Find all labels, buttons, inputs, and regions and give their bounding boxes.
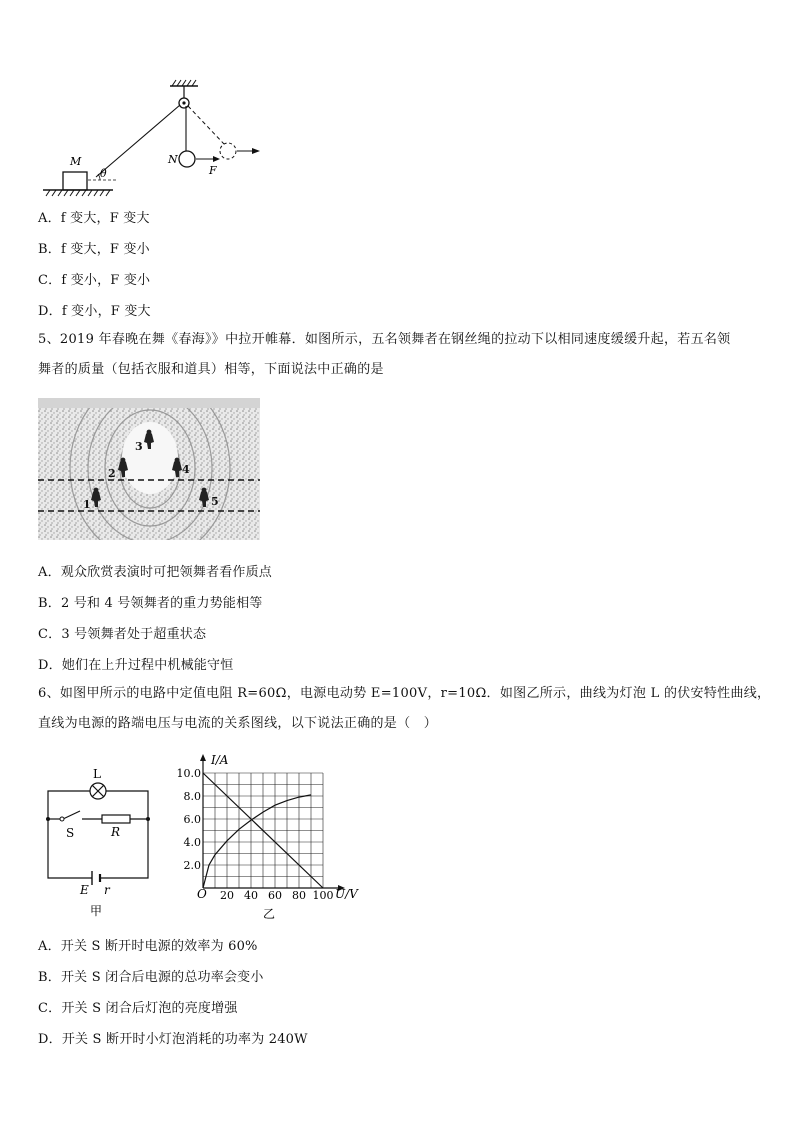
q4-option-a: A．f 变大，F 变大 bbox=[38, 211, 150, 226]
x-tick-label: 80 bbox=[292, 889, 306, 902]
y-tick-label: 10.0 bbox=[176, 767, 201, 780]
q5-option-d: D．她们在上升过程中机械能守恒 bbox=[38, 658, 234, 673]
q6-option-b: B．开关 S 闭合后电源的总功率会变小 bbox=[38, 970, 264, 985]
chart-caption: 乙 bbox=[263, 907, 276, 921]
dancer-2-label: 2 bbox=[108, 467, 116, 480]
q5-stage-photo bbox=[38, 398, 260, 540]
q5-stem: 5、2019 年春晚在舞《春海》》中拉开帷幕．如图所示，五名领舞者在钢丝绳的拉动下以相同速度缓缓升起，若五名领 舞者的质量（包括衣服和道具）相等，下面说法中正确的是 bbox=[38, 332, 731, 377]
dancer-5-label: 5 bbox=[211, 495, 219, 508]
q6-iv-chart bbox=[165, 750, 365, 925]
label-lamp: L bbox=[93, 767, 101, 781]
q4-option-d: D．f 变小，F 变大 bbox=[38, 304, 151, 319]
q6-option-d: D．开关 S 断开时小灯泡消耗的功率为 240W bbox=[38, 1032, 308, 1047]
x-tick-label: 100 bbox=[312, 889, 334, 902]
x-axis-label: U/V bbox=[335, 887, 358, 901]
label-resistor: R bbox=[111, 825, 121, 839]
dancer-3-label: 3 bbox=[135, 440, 143, 453]
q5-option-c: C．3 号领舞者处于超重状态 bbox=[38, 627, 207, 642]
label-internal-r: r bbox=[104, 883, 110, 897]
q5-option-a: A．观众欣赏表演时可把领舞者看作质点 bbox=[38, 565, 272, 580]
label-m: M bbox=[70, 155, 82, 168]
y-tick-label: 8.0 bbox=[183, 790, 201, 803]
label-n: N bbox=[168, 153, 178, 166]
y-tick-label: 2.0 bbox=[183, 859, 201, 872]
q6-stem: 6、如图甲所示的电路中定值电阻 R=60Ω，电源电动势 E=100V，r=10Ω．如图乙所示，曲线为灯泡 L 的伏安特性曲线， 直线为电源的路端电压与电流的关系图线，以下说法正确的是（ ） bbox=[38, 686, 771, 731]
lamp-iv-curve bbox=[203, 795, 311, 888]
q4-figure bbox=[38, 78, 278, 200]
circuit-caption: 甲 bbox=[90, 904, 103, 918]
x-tick-label: 20 bbox=[220, 889, 234, 902]
q6-circuit-diagram bbox=[38, 765, 163, 920]
y-axis-label: I/A bbox=[211, 753, 229, 767]
label-switch: S bbox=[66, 826, 75, 840]
q4-option-c: C．f 变小，F 变小 bbox=[38, 273, 151, 288]
y-axis-arrow bbox=[200, 754, 206, 761]
label-f: F bbox=[209, 164, 217, 177]
q4-option-b: B．f 变大，F 变小 bbox=[38, 242, 150, 257]
y-tick-label: 4.0 bbox=[183, 836, 201, 849]
label-emf: E bbox=[80, 883, 89, 897]
q5-option-b: B．2 号和 4 号领舞者的重力势能相等 bbox=[38, 596, 263, 611]
q6-option-a: A．开关 S 断开时电源的效率为 60% bbox=[38, 939, 258, 954]
origin-label: O bbox=[197, 887, 207, 901]
dancer-4-label: 4 bbox=[182, 463, 190, 476]
x-tick-label: 40 bbox=[244, 889, 258, 902]
y-tick-label: 6.0 bbox=[183, 813, 201, 826]
x-tick-label: 60 bbox=[268, 889, 282, 902]
q6-option-c: C．开关 S 闭合后灯泡的亮度增强 bbox=[38, 1001, 238, 1016]
label-theta: θ bbox=[100, 167, 107, 180]
dancer-1-label: 1 bbox=[83, 498, 91, 511]
